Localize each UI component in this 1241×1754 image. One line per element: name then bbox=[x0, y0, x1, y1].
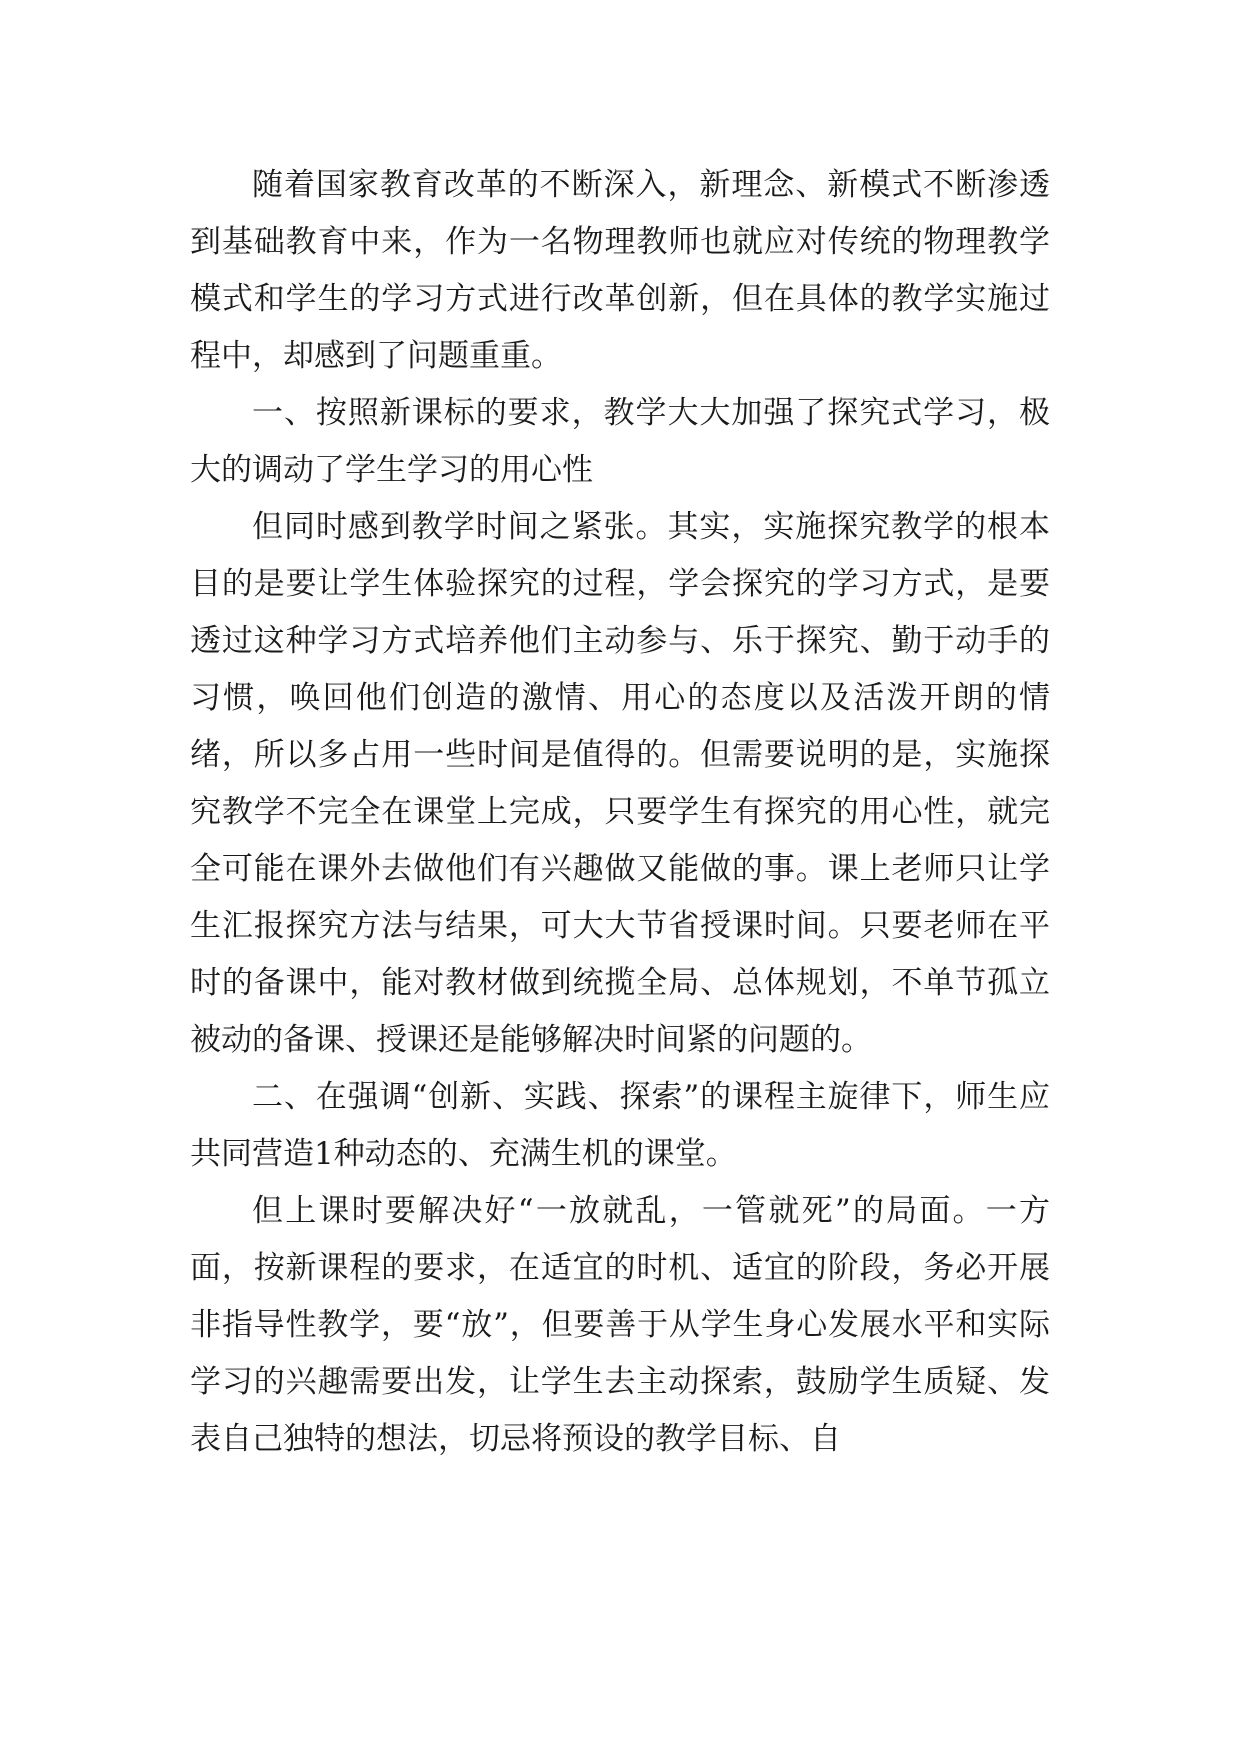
section-heading-2: 二、在强调“创新、实践、探索”的课程主旋律下，师生应共同营造1种动态的、充满生机的课堂。 bbox=[190, 1079, 1050, 1172]
section-heading-1: 一、按照新课标的要求，教学大大加强了探究式学习，极大的调动了学生学习的用心性 bbox=[190, 395, 1050, 488]
document-body bbox=[190, 157, 1050, 1468]
paragraph-intro: 随着国家教育改革的不断深入，新理念、新模式不断渗透到基础教育中来，作为一名物理教师也就应对传统的物理教学模式和学生的学习方式进行改革创新，但在具体的教学实施过程中，却感到了问题重重。 bbox=[190, 167, 1050, 374]
paragraph-section-1: 但同时感到教学时间之紧张。其实，实施探究教学的根本目的是要让学生体验探究的过程，学会探究的学习方式，是要透过这种学习方式培养他们主动参与、乐于探究、勤于动手的习惯，唤回他们创造的激情、用心的态度以及活泼开朗的情绪，所以多占用一些时间是值得的。但需要说明的是，实施探究教学不完全在课堂上完成，只要学生有探究的用心性，就完全可能在课外去做他们有兴趣做又能做的事。课上老师只让学生汇报探究方法与结果，可大大节省授课时间。只要老师在平时的备课中，能对教材做到统揽全局、总体规划，不单节孤立被动的备课、授课还是能够解决时间紧的问题的。 bbox=[190, 509, 1050, 1058]
paragraph-section-2: 但上课时要解决好“一放就乱，一管就死”的局面。一方面，按新课程的要求，在适宜的时机、适宜的阶段，务必开展非指导性教学，要“放”，但要善于从学生身心发展水平和实际学习的兴趣需要出发，让学生去主动探索，鼓励学生质疑、发表自己独特的想法，切忌将预设的教学目标、自 bbox=[190, 1193, 1050, 1457]
